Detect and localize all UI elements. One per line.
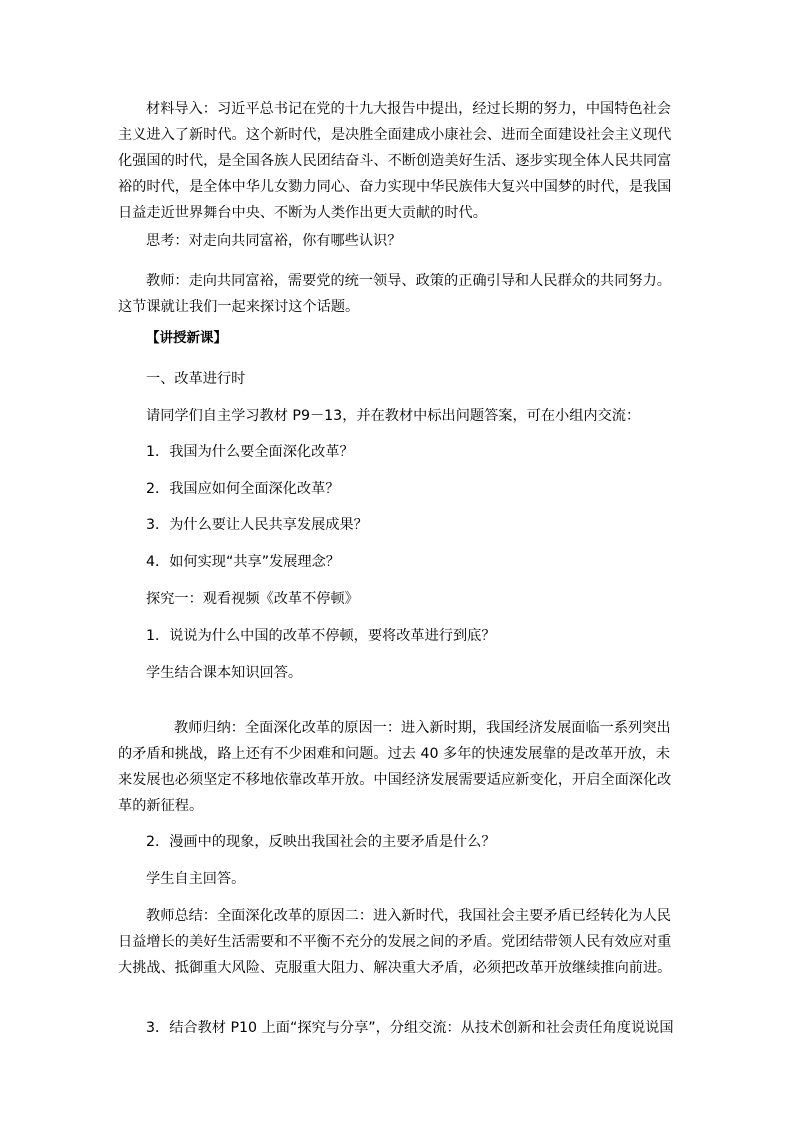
exploration-question-2: 2．漫画中的现象，反映出我国社会的主要矛盾是什么？ [146,834,496,850]
intro-material-paragraph: 材料导入：习近平总书记在党的十九大报告中提出，经过长期的努力，中国特色社会主义进入了新时代。这个新时代，是决胜全面建成小康社会、进而全面建设社会主义现代化强国的时代，是全国各族人民团结奋斗、不断创造美好生活、逐步实现全体人民共同富裕的时代，是全体中华儿女勠力同心、奋力实现中华民族伟大复兴中国梦的时代，是我国日益走近世界舞台中央、不断为人类作出更大贡献的时代。 [118,101,672,221]
thinking-question-paragraph: 思考：对走向共同富裕，你有哪些认识？ [146,233,402,249]
teacher-summary-reason-one: 教师归纳：全面深化改革的原因一：进入新时期，我国经济发展面临一系列突出的矛盾和挑战，路上还有不少困难和问题。过去 40 多年的快速发展靠的是改革开放，未来发展也必须坚定不移地依靠改革开放。中国经济发展需要适应新变化，开启全面深化改革的新征程。 [118,720,672,814]
student-answer-note-2: 学生自主回答。 [146,871,246,887]
teacher-intro-paragraph: 教师：走向共同富裕，需要党的统一领导、政策的正确引导和人民群众的共同努力。这节课就让我们一起来探讨这个话题。 [118,273,671,315]
student-answer-note-1: 学生结合课本知识回答。 [146,665,303,681]
question-item-3: 3．为什么要让人民共享发展成果？ [146,517,368,533]
teacher-summary-reason-two: 教师总结：全面深化改革的原因二：进入新时代，我国社会主要矛盾已经转化为人民日益增长的美好生活需要和不平衡不充分的发展之间的矛盾。党团结带领人民有效应对重大挑战、抵御重大风险、克服重大阻力、解决重大矛盾，必须把改革开放继续推向前进。 [118,908,672,976]
exploration-question-3: 3．结合教材 P10 上面“探究与分享”，分组交流：从技术创新和社会责任角度说说国 [146,1020,674,1036]
self-study-instruction: 请同学们自主学习教材 P9－13，并在教材中标出问题答案，可在小组内交流： [146,408,641,424]
question-item-2: 2．我国应如何全面深化改革？ [146,481,340,497]
question-item-4: 4．如何实现“共享”发展理念？ [146,554,340,570]
subheading-reform: 一、改革进行时 [146,371,246,387]
question-item-1: 1．我国为什么要全面深化改革？ [146,444,354,460]
section-heading-new-lesson: 【讲授新课】 [146,330,227,346]
exploration-question-1: 1．说说为什么中国的改革不停顿，要将改革进行到底？ [146,628,496,644]
exploration-one-heading: 探究一：观看视频《改革不停顿》 [146,591,359,607]
